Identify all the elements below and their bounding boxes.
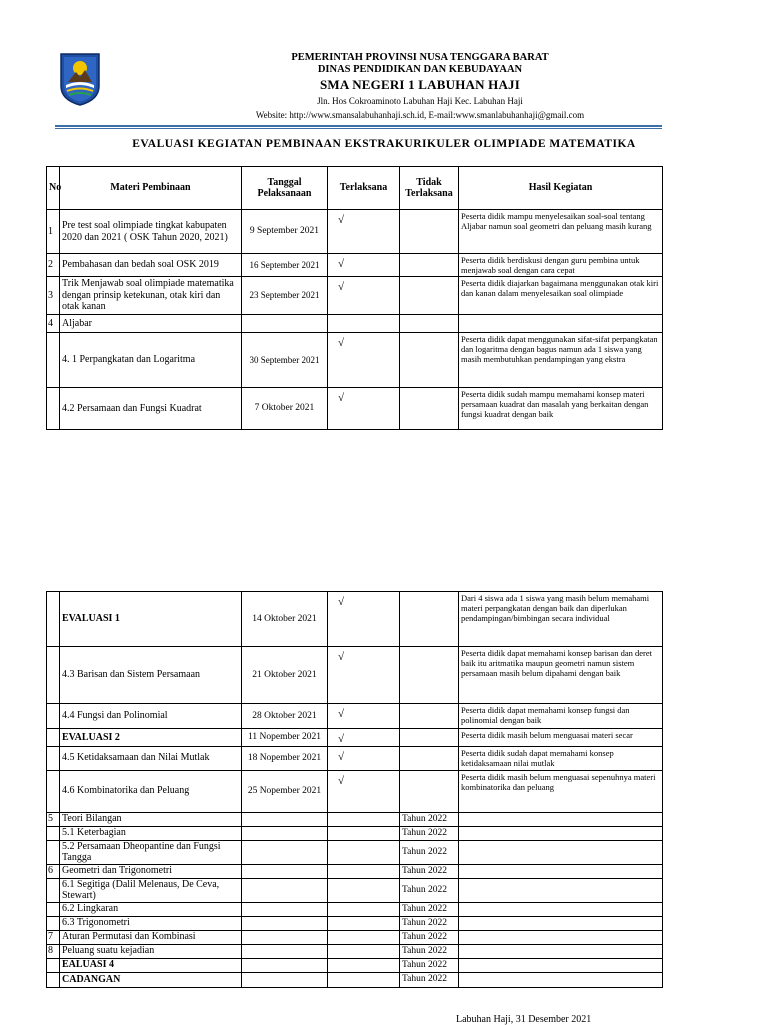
cell-terlaksana: √ (328, 254, 400, 277)
header-government: PEMERINTAH PROVINSI NUSA TENGGARA BARAT (291, 52, 549, 63)
table-header-row (47, 167, 663, 210)
cell-tidak-terlaksana: Tahun 2022 (400, 902, 459, 916)
cell-hasil: Peserta didik dapat memahami konsep fungsi dan polinomial dengan baik (459, 704, 663, 729)
cell-tanggal (242, 916, 328, 930)
cell-tidak-terlaksana (400, 704, 459, 729)
col-header-terlaksana: Terlaksana (328, 167, 400, 210)
cell-terlaksana: √ (328, 592, 400, 647)
table-row (47, 878, 663, 902)
table-row (47, 333, 663, 388)
cell-tanggal (242, 930, 328, 944)
cell-tanggal: 30 September 2021 (242, 333, 328, 388)
cell-terlaksana: √ (328, 647, 400, 704)
cell-terlaksana (328, 930, 400, 944)
cell-materi: 6.3 Trigonometri (60, 916, 242, 930)
col-header-hasil: Hasil Kegiatan (459, 167, 663, 210)
header-divider-thin (55, 128, 662, 129)
cell-hasil (459, 930, 663, 944)
cell-hasil: Peserta didik dapat memahami konsep barisan dan deret baik itu aritmatika maupun geometri namun sistem persamaan masih belum dipahami dengan baik (459, 647, 663, 704)
cell-materi: 6.2 Lingkaran (60, 902, 242, 916)
cell-materi: Geometri dan Trigonometri (60, 864, 242, 878)
cell-no (47, 972, 60, 987)
cell-no: 6 (47, 864, 60, 878)
table-row (47, 930, 663, 944)
cell-tanggal (242, 944, 328, 958)
header-address: Jln. Hos Cokroaminoto Labuhan Haji Kec. Labuhan Haji (317, 96, 523, 106)
col-header-no: No (47, 167, 60, 210)
cell-hasil: Dari 4 siswa ada 1 siswa yang masih belum memahami materi perpangkatan dengan baik dan diperlukan pendampingan/bimbingan secara individual (459, 592, 663, 647)
cell-terlaksana (328, 916, 400, 930)
cell-hasil: Peserta didik berdiskusi dengan guru pembina untuk menjawab soal dengan cara cepat (459, 254, 663, 277)
cell-no (47, 878, 60, 902)
cell-materi: 6.1 Segitiga (Dalil Melenaus, De Ceva, Stewart) (60, 878, 242, 902)
cell-terlaksana: √ (328, 277, 400, 315)
cell-tanggal: 16 September 2021 (242, 254, 328, 277)
cell-terlaksana (328, 315, 400, 333)
cell-no (47, 333, 60, 388)
cell-terlaksana (328, 812, 400, 826)
cell-no: 7 (47, 930, 60, 944)
cell-materi: EALUASI 4 (60, 958, 242, 972)
evaluation-table-part1 (46, 166, 663, 430)
table-row (47, 729, 663, 747)
cell-hasil (459, 864, 663, 878)
cell-no (47, 958, 60, 972)
cell-hasil (459, 944, 663, 958)
cell-hasil (459, 878, 663, 902)
cell-materi: Aturan Permutasi dan Kombinasi (60, 930, 242, 944)
cell-tanggal: 21 Oktober 2021 (242, 647, 328, 704)
cell-hasil: Peserta didik masih belum menguasai materi secar (459, 729, 663, 747)
cell-no (47, 647, 60, 704)
cell-tidak-terlaksana: Tahun 2022 (400, 972, 459, 987)
cell-no (47, 729, 60, 747)
table-row (47, 592, 663, 647)
table-row (47, 944, 663, 958)
cell-no: 2 (47, 254, 60, 277)
cell-tanggal: 28 Oktober 2021 (242, 704, 328, 729)
cell-no (47, 840, 60, 864)
header-department: DINAS PENDIDIKAN DAN KEBUDAYAAN (317, 64, 523, 75)
col-header-materi: Materi Pembinaan (60, 167, 242, 210)
cell-tidak-terlaksana (400, 729, 459, 747)
cell-no: 1 (47, 210, 60, 254)
cell-terlaksana: √ (328, 333, 400, 388)
cell-materi: CADANGAN (60, 972, 242, 987)
cell-hasil: Peserta didik dapat menggunakan sifat-sifat perpangkatan dan logaritma dengan bagus namun ada 1 siswa yang masih membutuhkan pendampingan yang ekstra (459, 333, 663, 388)
cell-tidak-terlaksana (400, 746, 459, 770)
cell-tidak-terlaksana (400, 592, 459, 647)
table-row (47, 864, 663, 878)
table-row (47, 746, 663, 770)
cell-tidak-terlaksana: Tahun 2022 (400, 878, 459, 902)
signature-place-date: Labuhan Haji, 31 Desember 2021 (456, 1014, 592, 1025)
cell-tanggal (242, 972, 328, 987)
cell-tanggal: 7 Oktober 2021 (242, 388, 328, 430)
cell-terlaksana: √ (328, 388, 400, 430)
cell-terlaksana (328, 840, 400, 864)
cell-hasil: Peserta didik sudah dapat memahami konsep ketidaksamaan nilai mutlak (459, 746, 663, 770)
cell-tanggal: 18 Nopember 2021 (242, 746, 328, 770)
cell-materi: Pembahasan dan bedah soal OSK 2019 (60, 254, 242, 277)
table-row (47, 902, 663, 916)
cell-terlaksana: √ (328, 770, 400, 812)
cell-tanggal (242, 826, 328, 840)
table-row (47, 315, 663, 333)
cell-hasil: Peserta didik diajarkan bagaimana menggunakan otak kiri dan kanan dalam menyelesaikan soal olimpiade (459, 277, 663, 315)
cell-materi: Teori Bilangan (60, 812, 242, 826)
cell-materi: Trik Menjawab soal olimpiade matematika dengan prinsip ketekunan, otak kiri dan otak kanan (60, 277, 242, 315)
table-row (47, 210, 663, 254)
header-school-name: SMA NEGERI 1 LABUHAN HAJI (319, 77, 521, 92)
cell-terlaksana: √ (328, 729, 400, 747)
cell-tanggal: 11 Nopember 2021 (242, 729, 328, 747)
cell-hasil (459, 315, 663, 333)
col-header-tanggal: Tanggal Pelaksanaan (242, 167, 328, 210)
cell-materi: 5.1 Keterbagian (60, 826, 242, 840)
cell-terlaksana (328, 958, 400, 972)
cell-no (47, 902, 60, 916)
cell-tidak-terlaksana: Tahun 2022 (400, 826, 459, 840)
cell-tanggal: 9 September 2021 (242, 210, 328, 254)
header-website: Website: http://www.smansalabuhanhaji.sch.id, E-mail:www.smanlabuhanhaji@gmail.com (255, 110, 585, 120)
cell-tidak-terlaksana: Tahun 2022 (400, 916, 459, 930)
table-row (47, 277, 663, 315)
cell-materi: EVALUASI 2 (60, 729, 242, 747)
col-header-tidak-terlaksana: Tidak Terlaksana (400, 167, 459, 210)
cell-terlaksana (328, 864, 400, 878)
cell-tidak-terlaksana: Tahun 2022 (400, 958, 459, 972)
cell-terlaksana (328, 972, 400, 987)
cell-terlaksana (328, 902, 400, 916)
cell-tanggal (242, 840, 328, 864)
cell-hasil (459, 972, 663, 987)
cell-materi: 4.4 Fungsi dan Polinomial (60, 704, 242, 729)
cell-materi: Pre test soal olimpiade tingkat kabupaten 2020 dan 2021 ( OSK Tahun 2020, 2021) (60, 210, 242, 254)
evaluation-table-part2 (46, 591, 663, 988)
cell-tanggal (242, 812, 328, 826)
cell-tanggal (242, 315, 328, 333)
cell-materi: 4. 1 Perpangkatan dan Logaritma (60, 333, 242, 388)
cell-tidak-terlaksana: Tahun 2022 (400, 864, 459, 878)
cell-hasil (459, 826, 663, 840)
cell-tanggal: 23 September 2021 (242, 277, 328, 315)
table-row (47, 812, 663, 826)
table-row (47, 647, 663, 704)
cell-no: 4 (47, 315, 60, 333)
cell-hasil (459, 916, 663, 930)
cell-tidak-terlaksana (400, 333, 459, 388)
cell-materi: 4.2 Persamaan dan Fungsi Kuadrat (60, 388, 242, 430)
cell-tidak-terlaksana: Tahun 2022 (400, 944, 459, 958)
table-row (47, 388, 663, 430)
cell-tidak-terlaksana: Tahun 2022 (400, 812, 459, 826)
cell-tidak-terlaksana (400, 254, 459, 277)
cell-no (47, 916, 60, 930)
header-divider (55, 125, 662, 127)
table-row (47, 972, 663, 987)
cell-tanggal: 14 Oktober 2021 (242, 592, 328, 647)
cell-no: 3 (47, 277, 60, 315)
cell-tidak-terlaksana (400, 388, 459, 430)
table-row (47, 958, 663, 972)
cell-tidak-terlaksana: Tahun 2022 (400, 840, 459, 864)
cell-tanggal (242, 958, 328, 972)
cell-hasil: Peserta didik sudah mampu memahami konsep materi persamaan kuadrat dan masalah yang berkaitan dengan fungsi kuadrat dengan baik (459, 388, 663, 430)
cell-tidak-terlaksana: Tahun 2022 (400, 930, 459, 944)
cell-no (47, 388, 60, 430)
cell-terlaksana: √ (328, 746, 400, 770)
table-row (47, 254, 663, 277)
document-title: EVALUASI KEGIATAN PEMBINAAN EKSTRAKURIKULER OLIMPIADE MATEMATIKA (132, 138, 636, 150)
cell-terlaksana: √ (328, 210, 400, 254)
cell-tidak-terlaksana (400, 210, 459, 254)
cell-no (47, 746, 60, 770)
cell-hasil: Peserta didik masih belum menguasai sepenuhnya materi kombinatorika dan peluang (459, 770, 663, 812)
cell-materi: 5.2 Persamaan Dheopantine dan Fungsi Tangga (60, 840, 242, 864)
cell-terlaksana: √ (328, 704, 400, 729)
cell-materi: EVALUASI 1 (60, 592, 242, 647)
cell-terlaksana (328, 878, 400, 902)
table-row (47, 840, 663, 864)
cell-tanggal (242, 864, 328, 878)
table-row (47, 704, 663, 729)
cell-hasil (459, 902, 663, 916)
cell-no (47, 704, 60, 729)
table-row (47, 826, 663, 840)
cell-materi: Peluang suatu kejadian (60, 944, 242, 958)
cell-tidak-terlaksana (400, 647, 459, 704)
cell-tanggal (242, 902, 328, 916)
table-row (47, 916, 663, 930)
cell-materi: 4.5 Ketidaksamaan dan Nilai Mutlak (60, 746, 242, 770)
cell-no: 5 (47, 812, 60, 826)
cell-no (47, 826, 60, 840)
table-row (47, 770, 663, 812)
cell-hasil (459, 840, 663, 864)
cell-tanggal (242, 878, 328, 902)
province-emblem-icon (59, 52, 101, 106)
cell-materi: 4.3 Barisan dan Sistem Persamaan (60, 647, 242, 704)
cell-hasil (459, 958, 663, 972)
cell-no (47, 592, 60, 647)
cell-terlaksana (328, 944, 400, 958)
cell-hasil (459, 812, 663, 826)
cell-tidak-terlaksana (400, 277, 459, 315)
cell-tidak-terlaksana (400, 770, 459, 812)
cell-no (47, 770, 60, 812)
cell-materi: Aljabar (60, 315, 242, 333)
cell-terlaksana (328, 826, 400, 840)
cell-hasil: Peserta didik mampu menyelesaikan soal-soal tentang Aljabar namun soal geometri dan peluang masih kurang (459, 210, 663, 254)
cell-tidak-terlaksana (400, 315, 459, 333)
cell-no: 8 (47, 944, 60, 958)
cell-tanggal: 25 Nopember 2021 (242, 770, 328, 812)
cell-materi: 4.6 Kombinatorika dan Peluang (60, 770, 242, 812)
